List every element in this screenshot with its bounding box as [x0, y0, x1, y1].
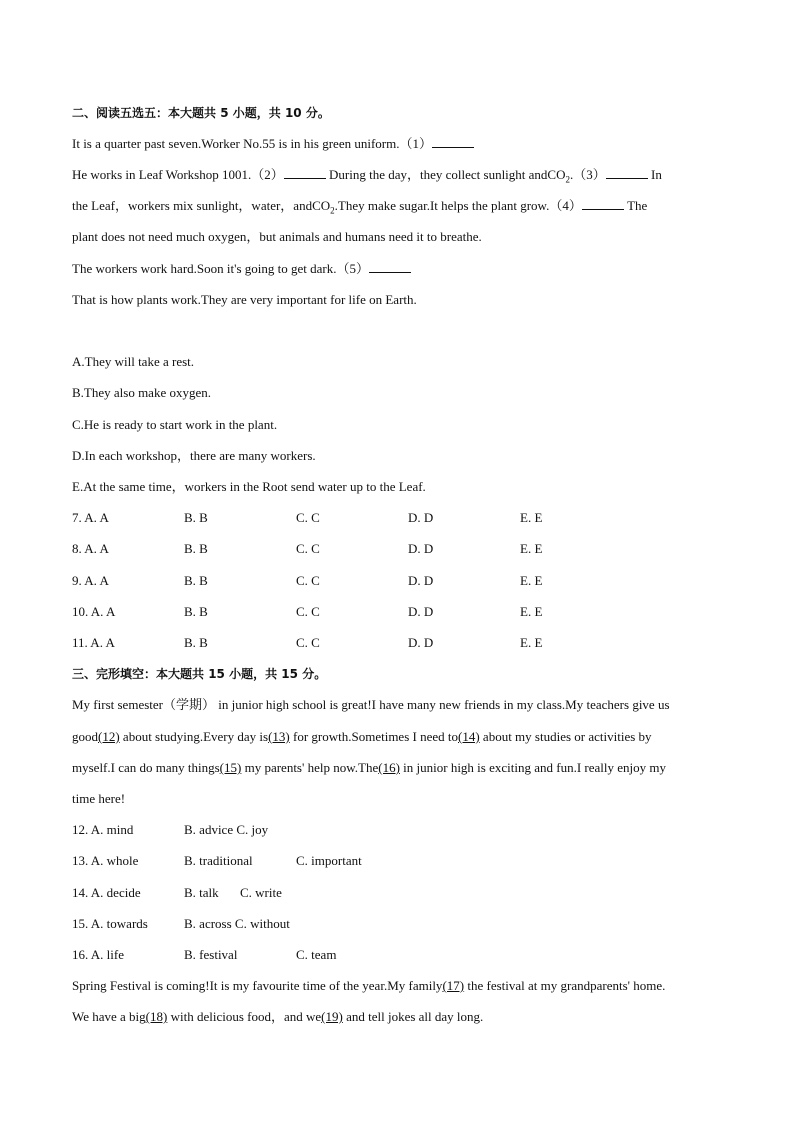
option-a[interactable]: 7. A. A — [72, 510, 109, 525]
passage-line — [72, 198, 647, 214]
blank-17[interactable]: (17) — [442, 978, 465, 993]
cloze-text: We have a big — [72, 1009, 146, 1024]
passage-text: In — [651, 167, 662, 182]
cloze-text: about studying.Every day is — [119, 729, 269, 744]
option-c[interactable]: C. C — [296, 604, 320, 619]
option-c[interactable]: C. important — [296, 853, 362, 868]
passage-text: He works in Leaf Workshop 1001.（2） — [72, 167, 284, 182]
option-d[interactable]: D. D — [408, 635, 434, 650]
blank-19[interactable]: (19) — [321, 1009, 343, 1024]
passage-line — [72, 167, 662, 183]
blank-18[interactable]: (18) — [145, 1009, 168, 1024]
option-a[interactable]: 11. A. A — [72, 635, 115, 650]
cloze-text: about my studies or activities by — [479, 729, 652, 744]
cloze-text: my parents' help now.The — [241, 760, 379, 775]
passage-text: the Leaf，workers mix sunlight，water，andCO — [72, 198, 331, 213]
cloze-text: Spring Festival is coming!It is my favourite time of the year.My family — [72, 978, 443, 993]
choice-d: D.In each workshop，there are many workers. — [72, 448, 316, 463]
option-e[interactable]: E. E — [520, 541, 543, 556]
option-b[interactable]: B. advice C. joy — [184, 822, 269, 837]
cloze-line: time here! — [72, 791, 126, 806]
question-count: 5 — [220, 106, 229, 120]
passage-line: That is how plants work.They are very important for life on Earth. — [72, 292, 417, 307]
choice-e: E.At the same time，workers in the Root send water up to the Leaf. — [72, 479, 426, 494]
option-d[interactable]: D. D — [408, 573, 434, 588]
option-e[interactable]: E. E — [520, 604, 543, 619]
section-3-heading — [72, 666, 326, 682]
option-c[interactable]: C. C — [296, 510, 320, 525]
passage-text: It is a quarter past seven.Worker No.55 is in his green uniform.（1） — [72, 136, 432, 151]
option-b[interactable]: B. B — [184, 635, 208, 650]
heading-text: 小题，共 — [229, 667, 278, 681]
passage-text: .They make sugar.It helps the plant grow.（4） — [334, 198, 582, 213]
heading-text: 二、阅读五选五：本大题共 — [72, 106, 217, 120]
option-a[interactable]: 8. A. A — [72, 541, 109, 556]
cloze-text: with delicious food，and we — [167, 1009, 322, 1024]
subscript: 2 — [565, 174, 570, 185]
option-c[interactable]: C. C — [296, 541, 320, 556]
option-a[interactable]: 10. A. A — [72, 604, 116, 619]
passage-line — [72, 261, 411, 277]
heading-text: 小题，共 — [232, 106, 281, 120]
cloze-text: for growth.Sometimes I need to — [289, 729, 458, 744]
passage-text: .（3） — [569, 167, 606, 182]
cloze-line — [72, 729, 652, 745]
heading-text: 分。 — [305, 106, 330, 120]
cloze-text: the festival at my grandparents' home. — [464, 978, 666, 993]
answer-blank-2[interactable] — [284, 167, 326, 179]
option-b[interactable]: B. B — [184, 573, 208, 588]
option-b[interactable]: B. talk — [184, 885, 219, 900]
option-e[interactable]: E. E — [520, 573, 543, 588]
option-e[interactable]: E. E — [520, 510, 543, 525]
heading-text: 三、完形填空：本大题共 — [72, 667, 205, 681]
section-2-heading — [72, 105, 330, 121]
option-a[interactable]: 9. A. A — [72, 573, 109, 588]
option-d[interactable]: D. D — [408, 510, 434, 525]
cloze-text: good — [72, 729, 98, 744]
option-c[interactable]: C. C — [296, 635, 320, 650]
passage-text: The — [627, 198, 648, 213]
cloze-text: and tell jokes all day long. — [342, 1009, 484, 1024]
option-c[interactable]: C. write — [240, 885, 282, 900]
option-b[interactable]: B. across C. without — [184, 916, 290, 931]
answer-blank-4[interactable] — [582, 198, 624, 210]
answer-blank-3[interactable] — [606, 167, 648, 179]
answer-blank-1[interactable] — [432, 136, 474, 148]
option-b[interactable]: B. traditional — [184, 853, 253, 868]
option-e[interactable]: E. E — [520, 635, 543, 650]
passage-text: The workers work hard.Soon it's going to get dark.（5） — [72, 261, 369, 276]
cloze-line: My first semester（学期） in junior high school is great!I have many new friends in my class.My teachers give us — [72, 697, 670, 712]
choice-a: A.They will take a rest. — [72, 354, 195, 369]
blank-14[interactable]: (14) — [458, 729, 480, 744]
blank-13[interactable]: (13) — [268, 729, 290, 744]
passage-line — [72, 136, 474, 152]
blank-16[interactable]: (16) — [378, 760, 400, 775]
blank-15[interactable]: (15) — [219, 760, 242, 775]
answer-blank-5[interactable] — [369, 261, 411, 273]
option-a[interactable]: 13. A. whole — [72, 853, 139, 868]
option-b[interactable]: B. festival — [184, 947, 238, 962]
passage-text: During the day，they collect sunlight andCO — [329, 167, 566, 182]
points-value: 10 — [284, 106, 302, 120]
heading-text: 分。 — [302, 667, 327, 681]
option-a[interactable]: 12. A. mind — [72, 822, 134, 837]
option-a[interactable]: 16. A. life — [72, 947, 124, 962]
option-b[interactable]: B. B — [184, 510, 208, 525]
option-c[interactable]: C. C — [296, 573, 320, 588]
points-value: 15 — [281, 667, 298, 681]
option-b[interactable]: B. B — [184, 541, 208, 556]
choice-b: B.They also make oxygen. — [72, 385, 211, 400]
cloze-text: myself.I can do many things — [72, 760, 220, 775]
option-d[interactable]: D. D — [408, 541, 434, 556]
subscript: 2 — [330, 205, 335, 216]
blank-12[interactable]: (12) — [98, 729, 120, 744]
option-a[interactable]: 15. A. towards — [72, 916, 148, 931]
cloze-line — [72, 1009, 483, 1025]
choice-c: C.He is ready to start work in the plant. — [72, 417, 278, 432]
option-c[interactable]: C. team — [296, 947, 337, 962]
passage-line: plant does not need much oxygen，but animals and humans need it to breathe. — [72, 229, 482, 244]
option-a[interactable]: 14. A. decide — [72, 885, 141, 900]
cloze-line — [72, 760, 666, 776]
cloze-line — [72, 978, 665, 994]
question-count: 15 — [208, 667, 225, 681]
cloze-text: in junior high is exciting and fun.I really enjoy my — [399, 760, 666, 775]
option-b[interactable]: B. B — [184, 604, 208, 619]
option-d[interactable]: D. D — [408, 604, 434, 619]
